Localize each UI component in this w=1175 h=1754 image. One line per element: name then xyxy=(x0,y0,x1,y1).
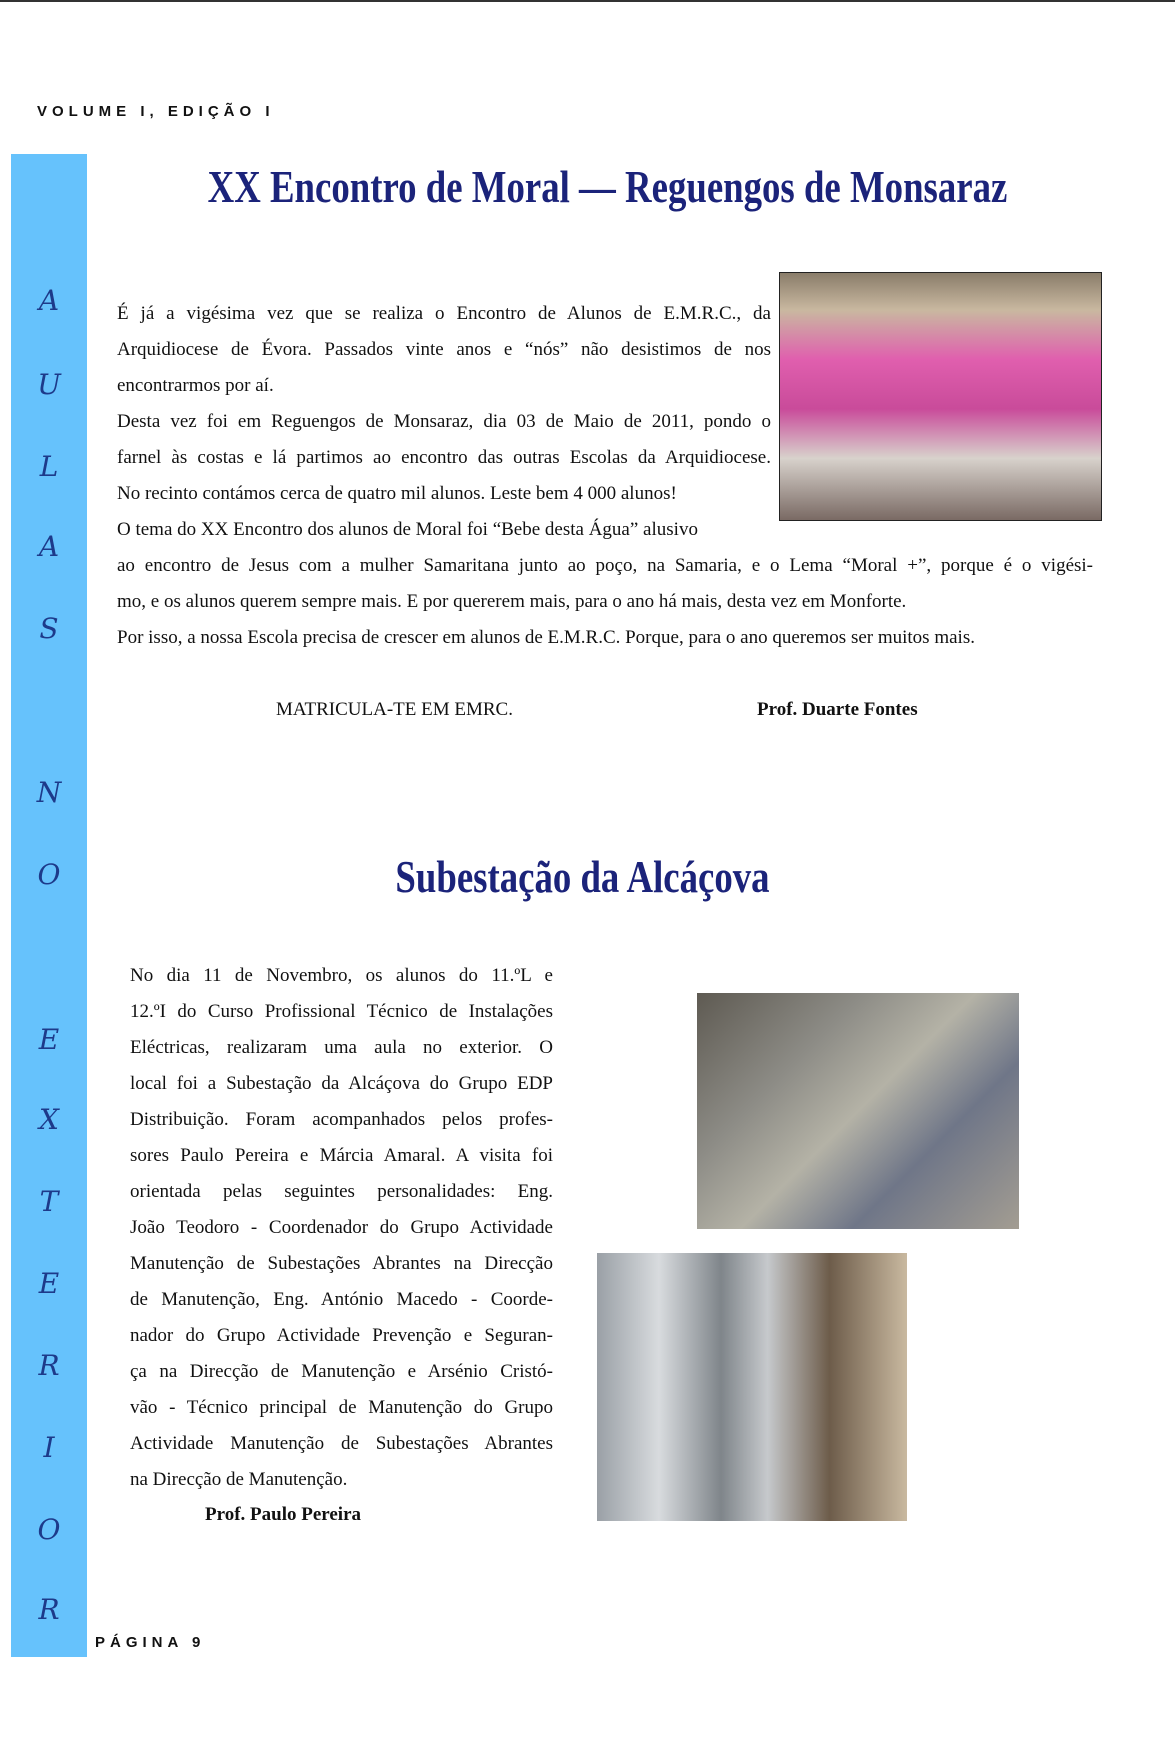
article2-line: No dia 11 de Novembro, os alunos do 11.ºL e xyxy=(130,965,553,986)
article1-line: O tema do XX Encontro dos alunos de Moral foi “Bebe desta Água” alusivo xyxy=(117,519,698,540)
article2-title: Subestação da Alcáçova xyxy=(395,851,770,902)
article2-line: Distribuição. Foram acompanhados pelos profes- xyxy=(130,1109,553,1130)
volume-header: VOLUME I, EDIÇÃO I xyxy=(37,103,275,120)
sidebar-letter: R xyxy=(38,1593,60,1626)
article1-line: encontrarmos por aí. xyxy=(117,375,274,396)
sidebar-letter: E xyxy=(38,1267,60,1300)
article2-line: Actividade Manutenção de Subestações Abrantes xyxy=(130,1433,553,1454)
article2-line: na Direcção de Manutenção. xyxy=(130,1469,348,1490)
article2-line: ça na Direcção de Manutenção e Arsénio Cristó- xyxy=(130,1361,553,1382)
sidebar-letter: O xyxy=(37,1513,61,1546)
article2-line: de Manutenção, Eng. António Macedo - Coorde- xyxy=(130,1289,553,1310)
article2-line: Eléctricas, realizaram uma aula no exterior. O xyxy=(130,1037,553,1058)
sidebar-letter: S xyxy=(39,612,59,645)
sidebar-letter: A xyxy=(38,284,60,317)
article1-line: farnel às costas e lá partimos ao encontro das outras Escolas da Arquidiocese. xyxy=(117,447,771,468)
sidebar-letter: E xyxy=(38,1023,60,1056)
sidebar-letter: X xyxy=(39,1103,59,1136)
substation-equipment-photo xyxy=(597,1253,907,1521)
sidebar-letter: R xyxy=(38,1349,60,1382)
article2-line: orientada pelas seguintes personalidades: Eng. xyxy=(130,1181,553,1202)
students-meeting-photo xyxy=(779,272,1102,521)
article1-line: Arquidiocese de Évora. Passados vinte anos e “nós” não desistimos de nos xyxy=(117,339,771,360)
article1-line: Por isso, a nossa Escola precisa de crescer em alunos de E.M.R.C. Porque, para o ano queremos ser muitos mais. xyxy=(117,627,975,648)
article1-line: ao encontro de Jesus com a mulher Samaritana junto ao poço, na Samaria, e o Lema “Moral +”, porque é o vigési- xyxy=(117,555,1093,576)
sidebar-letter: L xyxy=(39,450,59,483)
sidebar-letter: A xyxy=(38,530,60,563)
substation-visit-photo xyxy=(697,993,1019,1229)
article1-line: Desta vez foi em Reguengos de Monsaraz, dia 03 de Maio de 2011, pondo o xyxy=(117,411,771,432)
article2-line: João Teodoro - Coordenador do Grupo Actividade xyxy=(130,1217,553,1238)
article2-line: 12.ºI do Curso Profissional Técnico de Instalações xyxy=(130,1001,553,1022)
top-rule xyxy=(0,0,1175,2)
article1-title: XX Encontro de Moral — Reguengos de Monsaraz xyxy=(207,161,1008,212)
sidebar-letter: N xyxy=(36,776,62,809)
article1-author: Prof. Duarte Fontes xyxy=(757,699,918,720)
page-number: PÁGINA 9 xyxy=(95,1634,206,1651)
article2-line: nador do Grupo Actividade Prevenção e Seguran- xyxy=(130,1325,553,1346)
article1-line: mo, e os alunos querem sempre mais. E por quererem mais, para o ano há mais, desta vez em Monforte. xyxy=(117,591,907,612)
sidebar-banner xyxy=(11,154,87,1657)
sidebar-letter: O xyxy=(37,858,61,891)
article2-line: Manutenção de Subestações Abrantes na Direcção xyxy=(130,1253,553,1274)
article1-line: No recinto contámos cerca de quatro mil alunos. Leste bem 4 000 alunos! xyxy=(117,483,677,504)
sidebar-letter: U xyxy=(37,368,61,401)
sidebar-letter: T xyxy=(39,1185,59,1218)
article2-line: sores Paulo Pereira e Márcia Amaral. A visita foi xyxy=(130,1145,553,1166)
article1-line: É já a vigésima vez que se realiza o Encontro de Alunos de E.M.R.C., da xyxy=(117,303,771,324)
article2-line: local foi a Subestação da Alcáçova do Grupo EDP xyxy=(130,1073,553,1094)
sidebar-letter: I xyxy=(43,1431,55,1464)
enrol-call: MATRICULA-TE EM EMRC. xyxy=(276,699,513,720)
article2-line: vão - Técnico principal de Manutenção do Grupo xyxy=(130,1397,553,1418)
article2-author: Prof. Paulo Pereira xyxy=(205,1504,361,1525)
